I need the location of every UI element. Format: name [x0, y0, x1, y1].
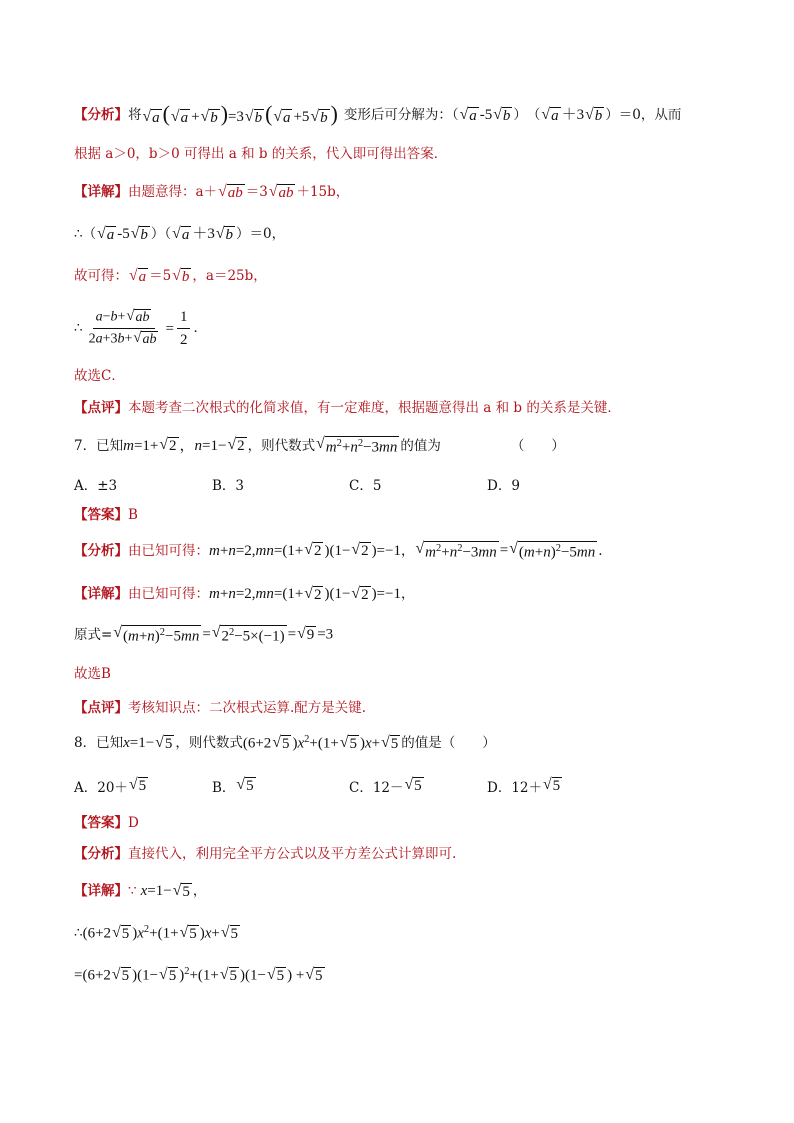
- q7-original-line: 原式= √ $(m+n)^2-5mn$ = √ $2^2-5\times(-1)$ = √ 9 =3: [74, 624, 334, 645]
- q7-option-c[interactable]: C．5: [349, 478, 382, 494]
- q8-stem: 8．已知 x=1− √ 5 ，则代数式 (6+2 √ 5 )$x^2+(1+$ √ 5 )x+ √ 5 的值是（ ）: [74, 733, 496, 752]
- q7-stem: 7．已知 m=1+ √ 2 ，n=1− √ 2 ，则代数式 √ $m^2+n^2-3mn$ 的值为 （ ）: [74, 435, 565, 456]
- q6-hence-line: 故可得： √ a ＝5 √ b ，a＝25b，: [74, 266, 267, 285]
- q6-analysis-line2: 根据 a＞0，b＞0 可得出 a 和 b 的关系，代入即可得出答案．: [74, 146, 448, 162]
- q7-review-line: 【点评】 考核知识点：二次根式运算.配方是关键.: [74, 700, 367, 716]
- analysis-tag: 【分析】: [74, 107, 128, 124]
- q8-answer-line: 【答案】 D: [74, 815, 139, 831]
- q8-detail-line: 【详解】 ∵ x=1− √ 5 ，: [74, 881, 207, 900]
- q7-analysis-line: 【分析】 由已知可得： m+n=2,mn=(1+ √ 2 )(1− √ 2 )=−1 ， √ $m^2+n^2-3mn$ = √ $(m+n)^2-5mn$ .: [74, 540, 603, 561]
- q6-analysis-line1: 【分析】 将 √ a ( √ a + √ b )=3 √ b ( √ a +5 √ b ) 变形后可分解为：（ √ a -5 √ b ） （ √ a ＋3 √ b ）＝0，从而: [74, 102, 682, 126]
- q8-expand-line: =(6+2 √ 5 )(1− √ 5 )$^2$+(1+ √ 5 )(1− √ 5 ) + √ 5: [74, 965, 323, 984]
- q6-choose: 故选C．: [74, 368, 125, 384]
- q8-therefore-line: ∴ (6+2 √ 5 )$x^2+(1+$ √ 5 )x+ √ 5: [74, 923, 239, 942]
- q7-choose: 故选B: [74, 666, 111, 682]
- q8-option-d[interactable]: D．12＋ √ 5: [487, 776, 561, 796]
- q6-review-line: 【点评】 本题考查二次根式的化简求值，有一定难度，根据题意得出 a 和 b 的关系是关键．: [74, 400, 621, 416]
- q7-option-b[interactable]: B．3: [212, 478, 245, 494]
- q7-answer-line: 【答案】 B: [74, 507, 138, 523]
- q8-option-c[interactable]: C．12－ √ 5: [349, 776, 422, 796]
- q6-detail-line: 【详解】 由题意得：a＋ √ ab ＝3 √ ab ＋15b，: [74, 182, 350, 201]
- q7-detail-line: 【详解】 由已知可得： m+n=2,mn=(1+ √ 2 )(1− √ 2 )=−1 ，: [74, 584, 415, 603]
- q7-option-a[interactable]: A．±3: [74, 478, 118, 494]
- formula: √ a ( √ a + √ b )=3 √ b ( √ a +5 √ b ): [142, 102, 338, 126]
- q8-option-b[interactable]: B． √ 5: [212, 776, 254, 796]
- q8-option-a[interactable]: A．20＋ √ 5: [74, 776, 147, 796]
- q7-option-d[interactable]: D．9: [487, 478, 520, 494]
- q6-therefore-line: ∴（ √ a -5 √ b ）（ √ a ＋3 √ b ）＝0，: [74, 224, 286, 243]
- q6-result-line: ∴ a−b+ √ ab 2a+3b+ √ ab = $\frac{1}{2}$ ．: [74, 307, 207, 348]
- q8-analysis-line: 【分析】 直接代入，利用完全平方公式以及平方差公式计算即可.: [74, 846, 457, 862]
